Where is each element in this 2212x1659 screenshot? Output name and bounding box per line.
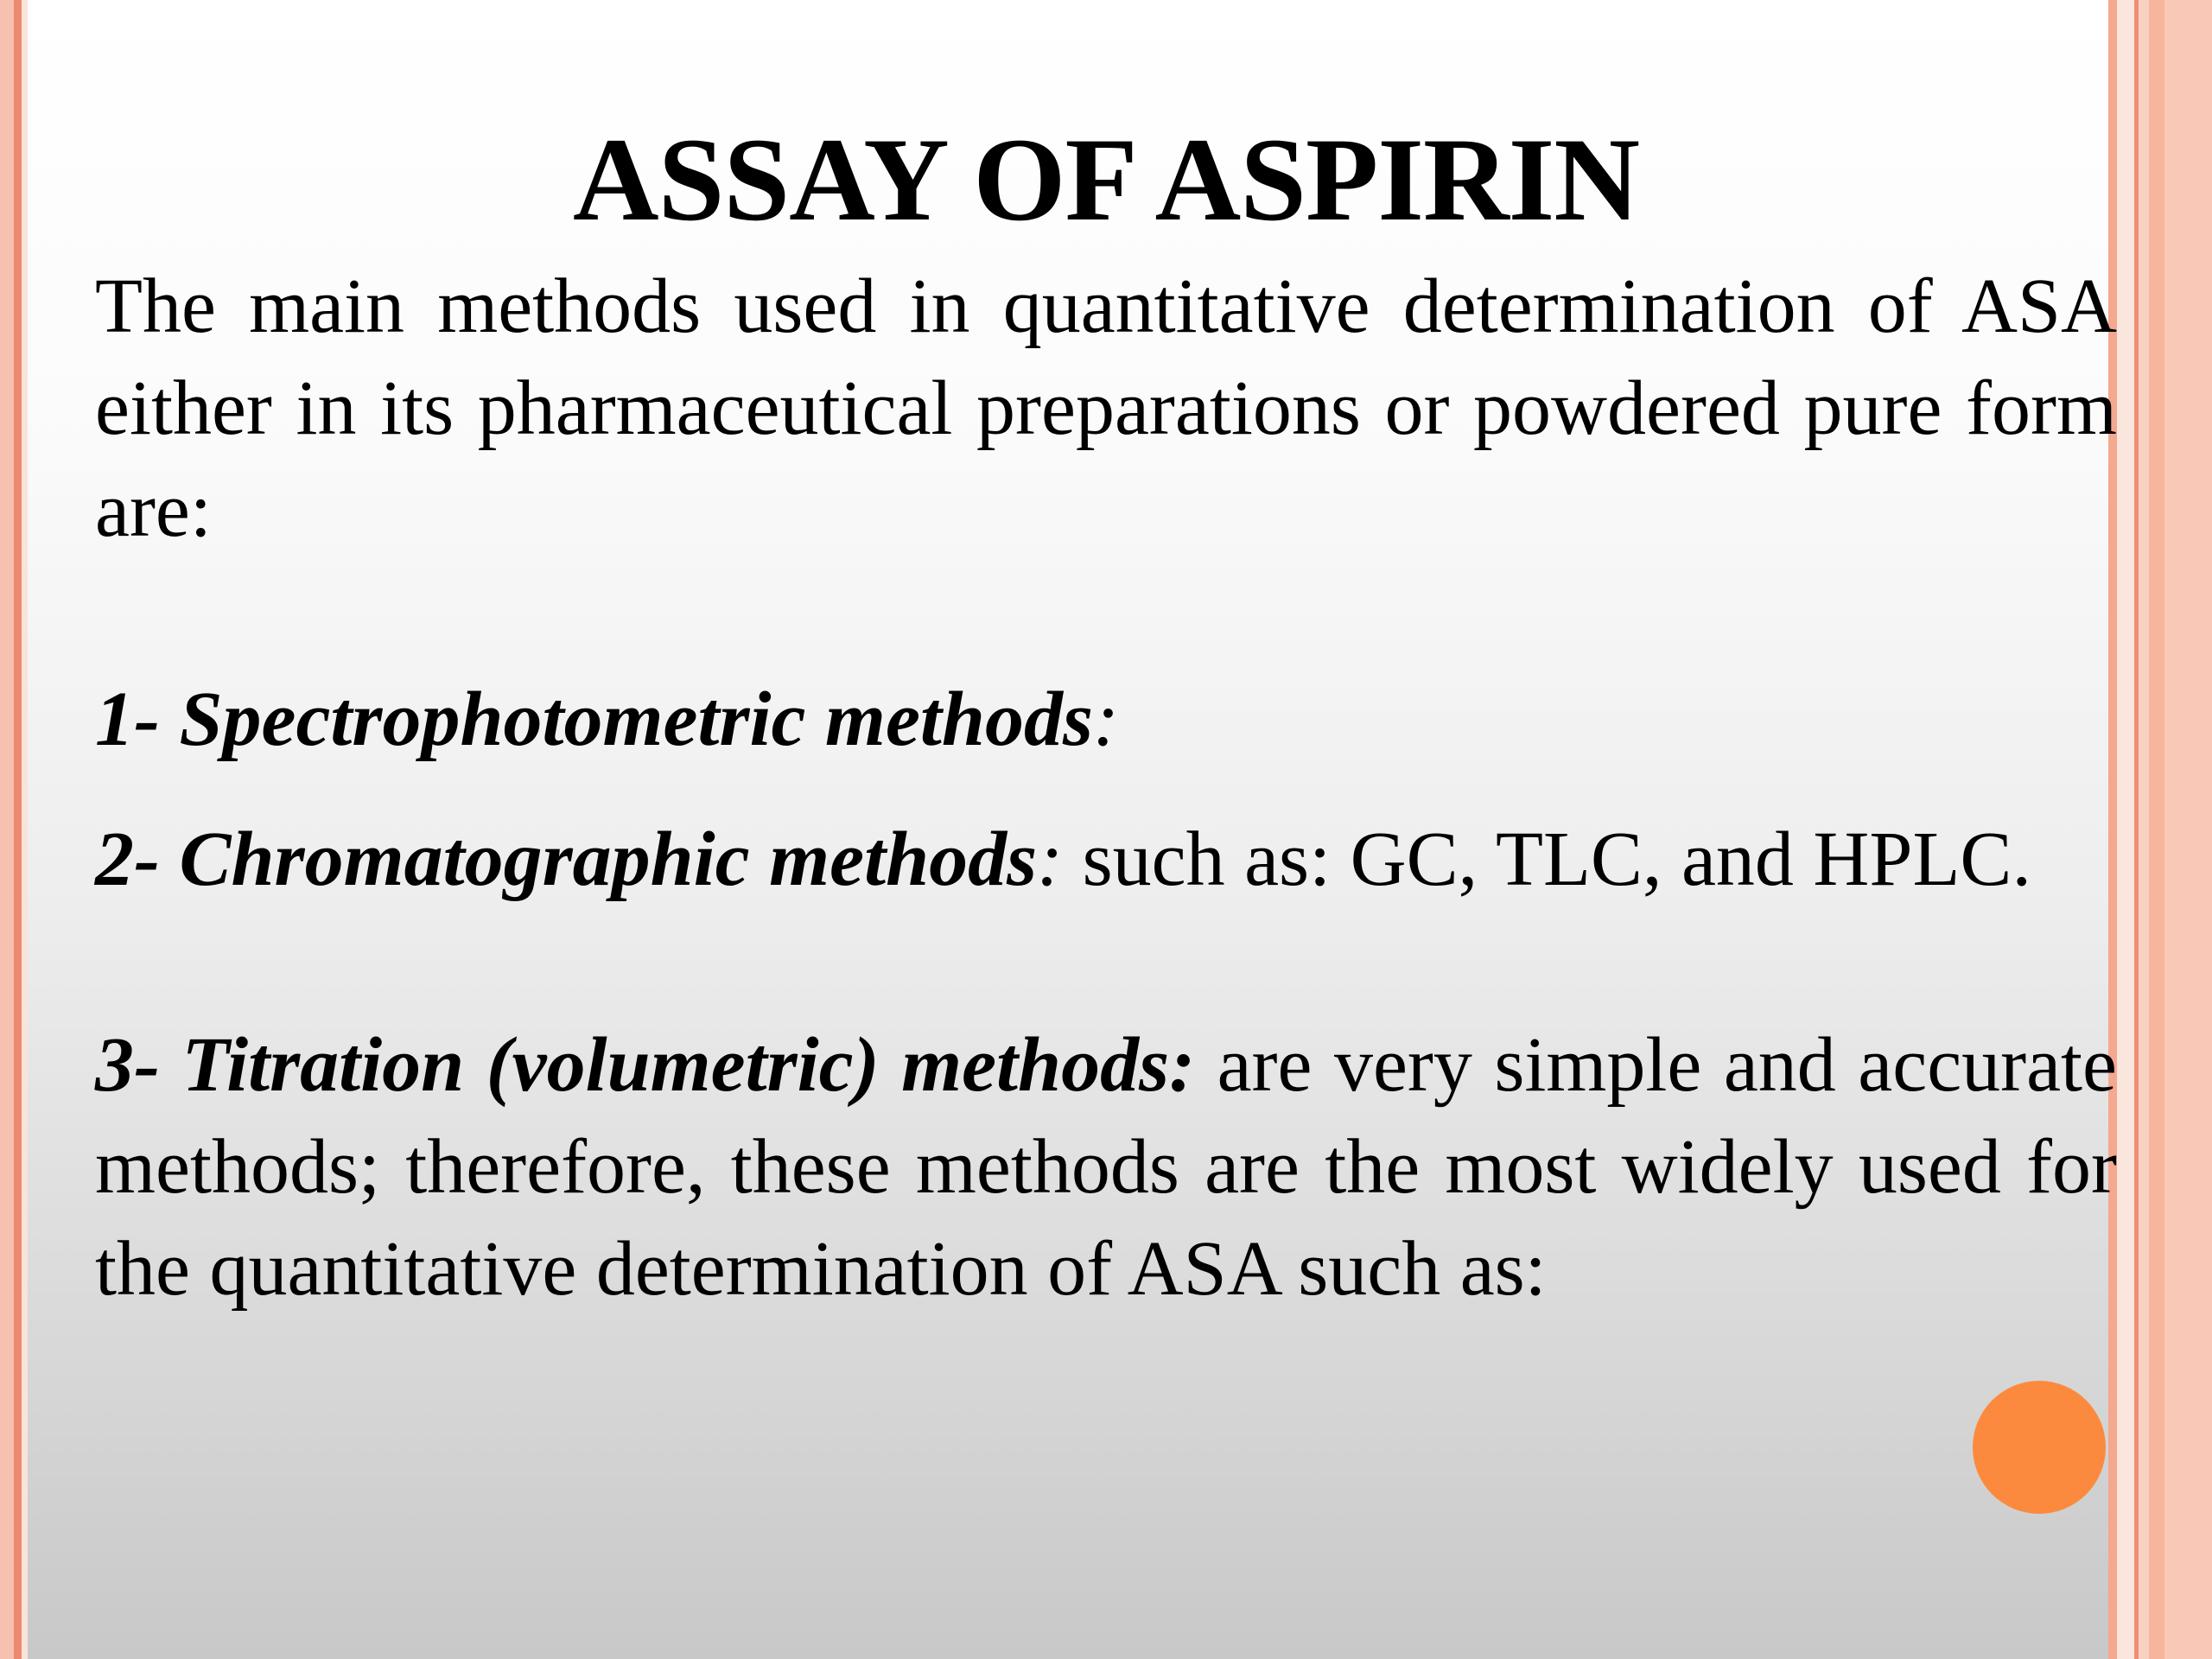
right-border-stripe (2139, 0, 2149, 1659)
right-border-stripe (2117, 0, 2134, 1659)
left-border-stripe (22, 0, 28, 1659)
right-border-stripe (2149, 0, 2164, 1659)
method-item (95, 1014, 2117, 1320)
intro-paragraph: The main methods used in quantitative determination of ASA either in its pharmaceutical preparations or powdered pure form are: (95, 264, 2117, 553)
method-item (95, 669, 2117, 771)
orange-circle-icon (1973, 1381, 2106, 1514)
method-description: are very simple and accurate methods; therefore, these methods are the most widely used for the quantitative determination of ASA such as: (95, 1022, 2118, 1312)
method-separator: : (1037, 817, 1064, 902)
method-heading: 3- Titration (volumetric) methods: (95, 1022, 1196, 1108)
right-border-stripe (2164, 0, 2212, 1659)
method-heading: 2- Chromatographic methods (95, 817, 1038, 902)
slide-title: ASSAY OF ASPIRIN (572, 113, 1640, 245)
method-description: such as: GC, TLC, and HPLC. (1063, 817, 2031, 902)
left-border-stripe (14, 0, 22, 1659)
method-item (95, 809, 2117, 911)
left-border-stripe (0, 0, 14, 1659)
method-separator: : (1092, 677, 1119, 762)
method-heading: 1- Spectrophotometric methods (95, 677, 1093, 762)
